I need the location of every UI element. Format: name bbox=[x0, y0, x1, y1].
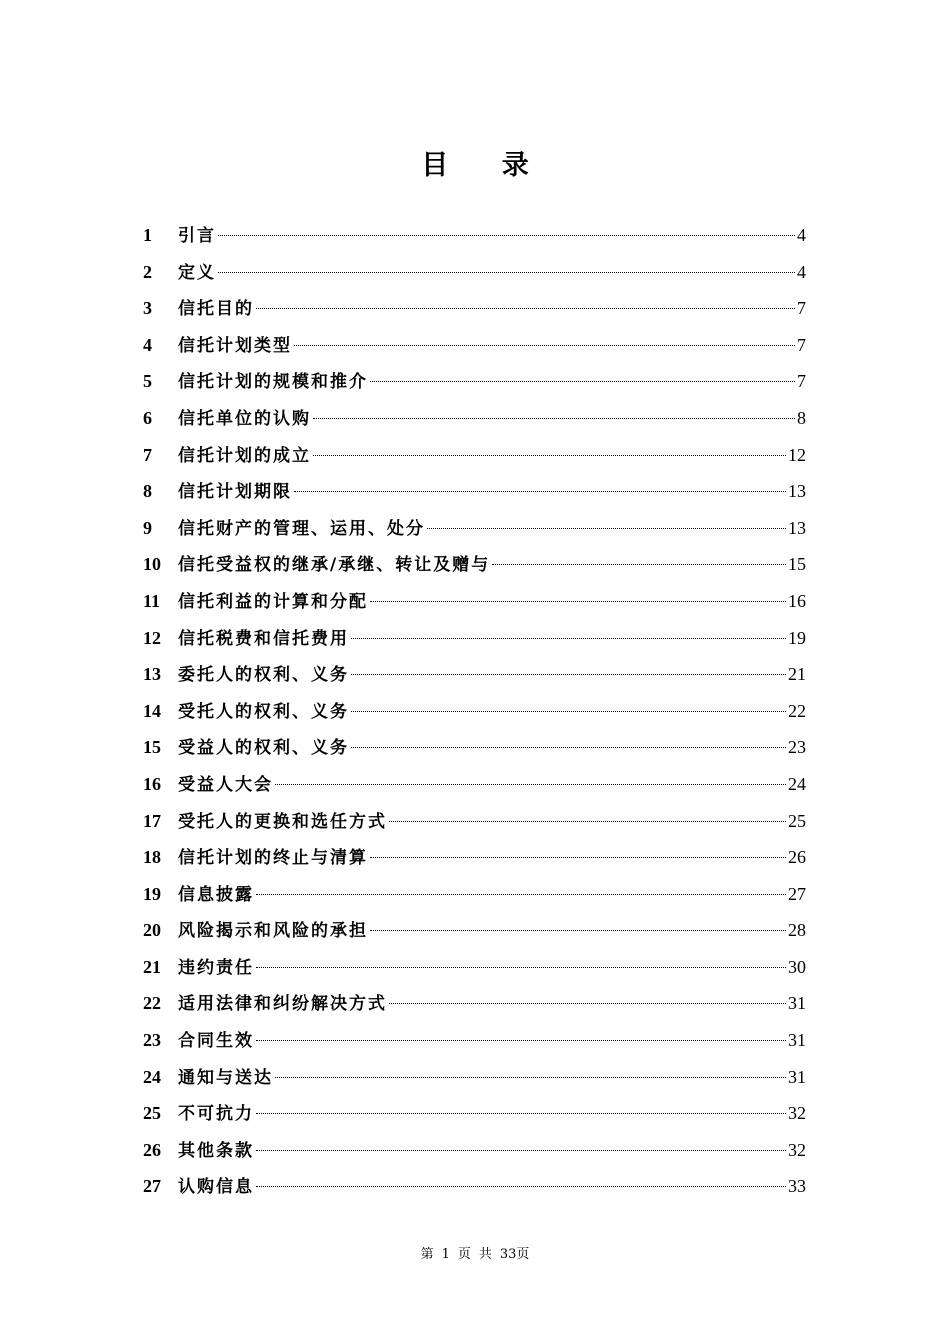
toc-entry[interactable] bbox=[143, 876, 806, 913]
toc-entry-number: 3 bbox=[143, 298, 152, 319]
toc-entry-page: 16 bbox=[788, 590, 806, 611]
toc-entry[interactable] bbox=[143, 656, 806, 693]
toc-dot-leader bbox=[218, 235, 795, 236]
toc-entry-title: 适用法律和纠纷解决方式 bbox=[178, 994, 387, 1015]
toc-entry-number: 7 bbox=[143, 444, 152, 465]
toc-dot-leader bbox=[218, 272, 795, 273]
toc-dot-leader bbox=[351, 711, 786, 712]
toc-entry-page: 19 bbox=[788, 627, 806, 648]
toc-entry-page: 13 bbox=[788, 481, 806, 502]
toc-entry[interactable] bbox=[143, 290, 806, 327]
toc-entry-page: 12 bbox=[788, 444, 806, 465]
toc-dot-leader bbox=[351, 638, 786, 639]
toc-entry-number: 23 bbox=[143, 1030, 161, 1051]
toc-entry-number: 27 bbox=[143, 1176, 161, 1197]
toc-entry-page: 7 bbox=[797, 334, 806, 355]
toc-entry-title: 信息披露 bbox=[178, 884, 254, 905]
toc-entry-number: 21 bbox=[143, 956, 161, 977]
toc-entry-title: 风险揭示和风险的承担 bbox=[178, 921, 368, 942]
toc-entry-number: 16 bbox=[143, 773, 161, 794]
toc-dot-leader bbox=[256, 1040, 786, 1041]
toc-dot-leader bbox=[275, 784, 786, 785]
toc-entry-page: 31 bbox=[788, 1030, 806, 1051]
toc-entry[interactable] bbox=[143, 437, 806, 474]
toc-entry[interactable] bbox=[143, 949, 806, 986]
toc-dot-leader bbox=[294, 491, 786, 492]
toc-dot-leader bbox=[492, 564, 786, 565]
toc-entry-number: 5 bbox=[143, 371, 152, 392]
toc-entry-title: 委托人的权利、义务 bbox=[178, 665, 349, 686]
toc-dot-leader bbox=[256, 967, 786, 968]
toc-dot-leader bbox=[275, 1077, 786, 1078]
toc-entry-number: 19 bbox=[143, 883, 161, 904]
toc-entry-page: 27 bbox=[788, 883, 806, 904]
toc-entry-number: 12 bbox=[143, 627, 161, 648]
toc-entry-title: 不可抗力 bbox=[178, 1104, 254, 1125]
toc-entry-title: 信托单位的认购 bbox=[178, 408, 311, 429]
toc-dot-leader bbox=[313, 455, 786, 456]
toc-entry[interactable] bbox=[143, 766, 806, 803]
toc-dot-leader bbox=[313, 418, 795, 419]
toc-dot-leader bbox=[256, 1150, 786, 1151]
toc-entry-page: 32 bbox=[788, 1139, 806, 1160]
toc-entry-page: 25 bbox=[788, 810, 806, 831]
toc-entry-number: 4 bbox=[143, 334, 152, 355]
toc-entry-title: 受益人的权利、义务 bbox=[178, 738, 349, 759]
toc-dot-leader bbox=[370, 601, 786, 602]
toc-entry-title: 受托人的权利、义务 bbox=[178, 701, 349, 722]
toc-entry-page: 21 bbox=[788, 664, 806, 685]
footer-prefix: 第 bbox=[420, 1247, 434, 1262]
toc-entry-title: 信托目的 bbox=[178, 299, 254, 320]
toc-dot-leader bbox=[427, 528, 786, 529]
toc-entry-number: 17 bbox=[143, 810, 161, 831]
toc-entry-title: 其他条款 bbox=[178, 1140, 254, 1161]
toc-entry-title: 信托计划的规模和推介 bbox=[178, 372, 368, 393]
toc-entry-page: 22 bbox=[788, 700, 806, 721]
toc-entry-title: 信托受益权的继承/承继、转让及赠与 bbox=[178, 555, 491, 576]
footer-page-word: 页 bbox=[457, 1247, 471, 1262]
toc-entry-title: 引言 bbox=[178, 226, 216, 246]
toc-entry-title: 定义 bbox=[178, 262, 216, 283]
toc-entry-number: 6 bbox=[143, 407, 152, 428]
toc-entry-title: 信托利益的计算和分配 bbox=[178, 591, 368, 612]
toc-entry-number: 14 bbox=[143, 700, 161, 721]
toc-dot-leader bbox=[256, 308, 795, 309]
toc-dot-leader bbox=[389, 1003, 786, 1004]
toc-entry-number: 8 bbox=[143, 481, 152, 502]
toc-entry[interactable] bbox=[143, 583, 806, 620]
toc-entry[interactable] bbox=[143, 693, 806, 730]
toc-entry[interactable] bbox=[143, 217, 806, 254]
toc-entry[interactable] bbox=[143, 400, 806, 437]
toc-entry[interactable] bbox=[143, 803, 806, 840]
toc-entry-title: 信托税费和信托费用 bbox=[178, 628, 349, 649]
toc-entry-title: 违约责任 bbox=[178, 957, 254, 978]
toc-entry-title: 信托财产的管理、运用、处分 bbox=[178, 518, 425, 539]
toc-entry-page: 31 bbox=[788, 1066, 806, 1087]
toc-entry-number: 25 bbox=[143, 1103, 161, 1124]
toc-entry[interactable] bbox=[143, 985, 806, 1022]
toc-entry[interactable] bbox=[143, 510, 806, 547]
toc-dot-leader bbox=[370, 381, 795, 382]
footer-total-pages: 33页 bbox=[499, 1247, 530, 1262]
toc-entry[interactable] bbox=[143, 473, 806, 510]
toc-entry-number: 22 bbox=[143, 993, 161, 1014]
toc-entry-title: 合同生效 bbox=[178, 1031, 254, 1052]
footer-total-word: 共 bbox=[478, 1247, 492, 1262]
table-of-contents bbox=[143, 217, 806, 1205]
toc-entry-number: 13 bbox=[143, 664, 161, 685]
toc-entry-number: 11 bbox=[143, 590, 161, 611]
toc-entry-number: 9 bbox=[143, 517, 152, 538]
toc-entry[interactable] bbox=[143, 1095, 806, 1132]
toc-entry-number: 15 bbox=[143, 737, 161, 758]
toc-entry[interactable] bbox=[143, 620, 806, 657]
toc-entry-page: 28 bbox=[788, 920, 806, 941]
toc-dot-leader bbox=[351, 674, 786, 675]
toc-entry-title: 信托计划类型 bbox=[178, 335, 292, 356]
toc-entry-title: 受托人的更换和选任方式 bbox=[178, 811, 387, 832]
toc-entry-page: 7 bbox=[797, 298, 806, 319]
toc-entry-number: 18 bbox=[143, 847, 161, 868]
toc-dot-leader bbox=[370, 857, 786, 858]
toc-entry-page: 4 bbox=[797, 225, 806, 245]
toc-entry-page: 4 bbox=[797, 261, 806, 282]
toc-entry-number: 26 bbox=[143, 1139, 161, 1160]
toc-entry-title: 信托计划的终止与清算 bbox=[178, 848, 368, 869]
page-footer bbox=[0, 1245, 950, 1265]
toc-entry[interactable] bbox=[143, 912, 806, 949]
toc-dot-leader bbox=[351, 747, 786, 748]
toc-entry[interactable] bbox=[143, 1168, 806, 1205]
toc-entry[interactable] bbox=[143, 363, 806, 400]
toc-entry[interactable] bbox=[143, 1059, 806, 1096]
toc-entry-title: 认购信息 bbox=[178, 1177, 254, 1198]
toc-entry-number: 24 bbox=[143, 1066, 161, 1087]
toc-entry-title: 信托计划的成立 bbox=[178, 445, 311, 466]
toc-dot-leader bbox=[256, 1186, 786, 1187]
toc-entry[interactable] bbox=[143, 1022, 806, 1059]
toc-entry[interactable] bbox=[143, 729, 806, 766]
toc-entry-page: 8 bbox=[797, 407, 806, 428]
toc-entry[interactable] bbox=[143, 546, 806, 583]
footer-current-page: 1 bbox=[441, 1247, 450, 1262]
toc-entry-number: 20 bbox=[143, 920, 161, 941]
toc-entry-title: 受益人大会 bbox=[178, 774, 273, 795]
toc-entry[interactable] bbox=[143, 1132, 806, 1169]
toc-entry-page: 32 bbox=[788, 1103, 806, 1124]
toc-entry-page: 13 bbox=[788, 517, 806, 538]
toc-entry-page: 33 bbox=[788, 1176, 806, 1197]
page-title: 目 录 bbox=[421, 150, 551, 182]
toc-entry-page: 15 bbox=[788, 554, 806, 575]
toc-entry-page: 30 bbox=[788, 956, 806, 977]
toc-entry-title: 信托计划期限 bbox=[178, 482, 292, 503]
toc-entry-number: 2 bbox=[143, 261, 152, 282]
toc-dot-leader bbox=[370, 930, 786, 931]
toc-entry[interactable] bbox=[143, 327, 806, 364]
toc-dot-leader bbox=[294, 345, 795, 346]
toc-entry-number: 1 bbox=[143, 225, 152, 245]
toc-entry-page: 31 bbox=[788, 993, 806, 1014]
toc-dot-leader bbox=[256, 894, 786, 895]
toc-entry[interactable] bbox=[143, 254, 806, 291]
toc-entry-number: 10 bbox=[143, 554, 161, 575]
toc-entry-title: 通知与送达 bbox=[178, 1067, 273, 1088]
toc-entry[interactable] bbox=[143, 839, 806, 876]
toc-entry-page: 7 bbox=[797, 371, 806, 392]
toc-entry-page: 26 bbox=[788, 847, 806, 868]
toc-entry-page: 24 bbox=[788, 773, 806, 794]
toc-dot-leader bbox=[256, 1113, 786, 1114]
toc-entry-page: 23 bbox=[788, 737, 806, 758]
toc-dot-leader bbox=[389, 821, 786, 822]
